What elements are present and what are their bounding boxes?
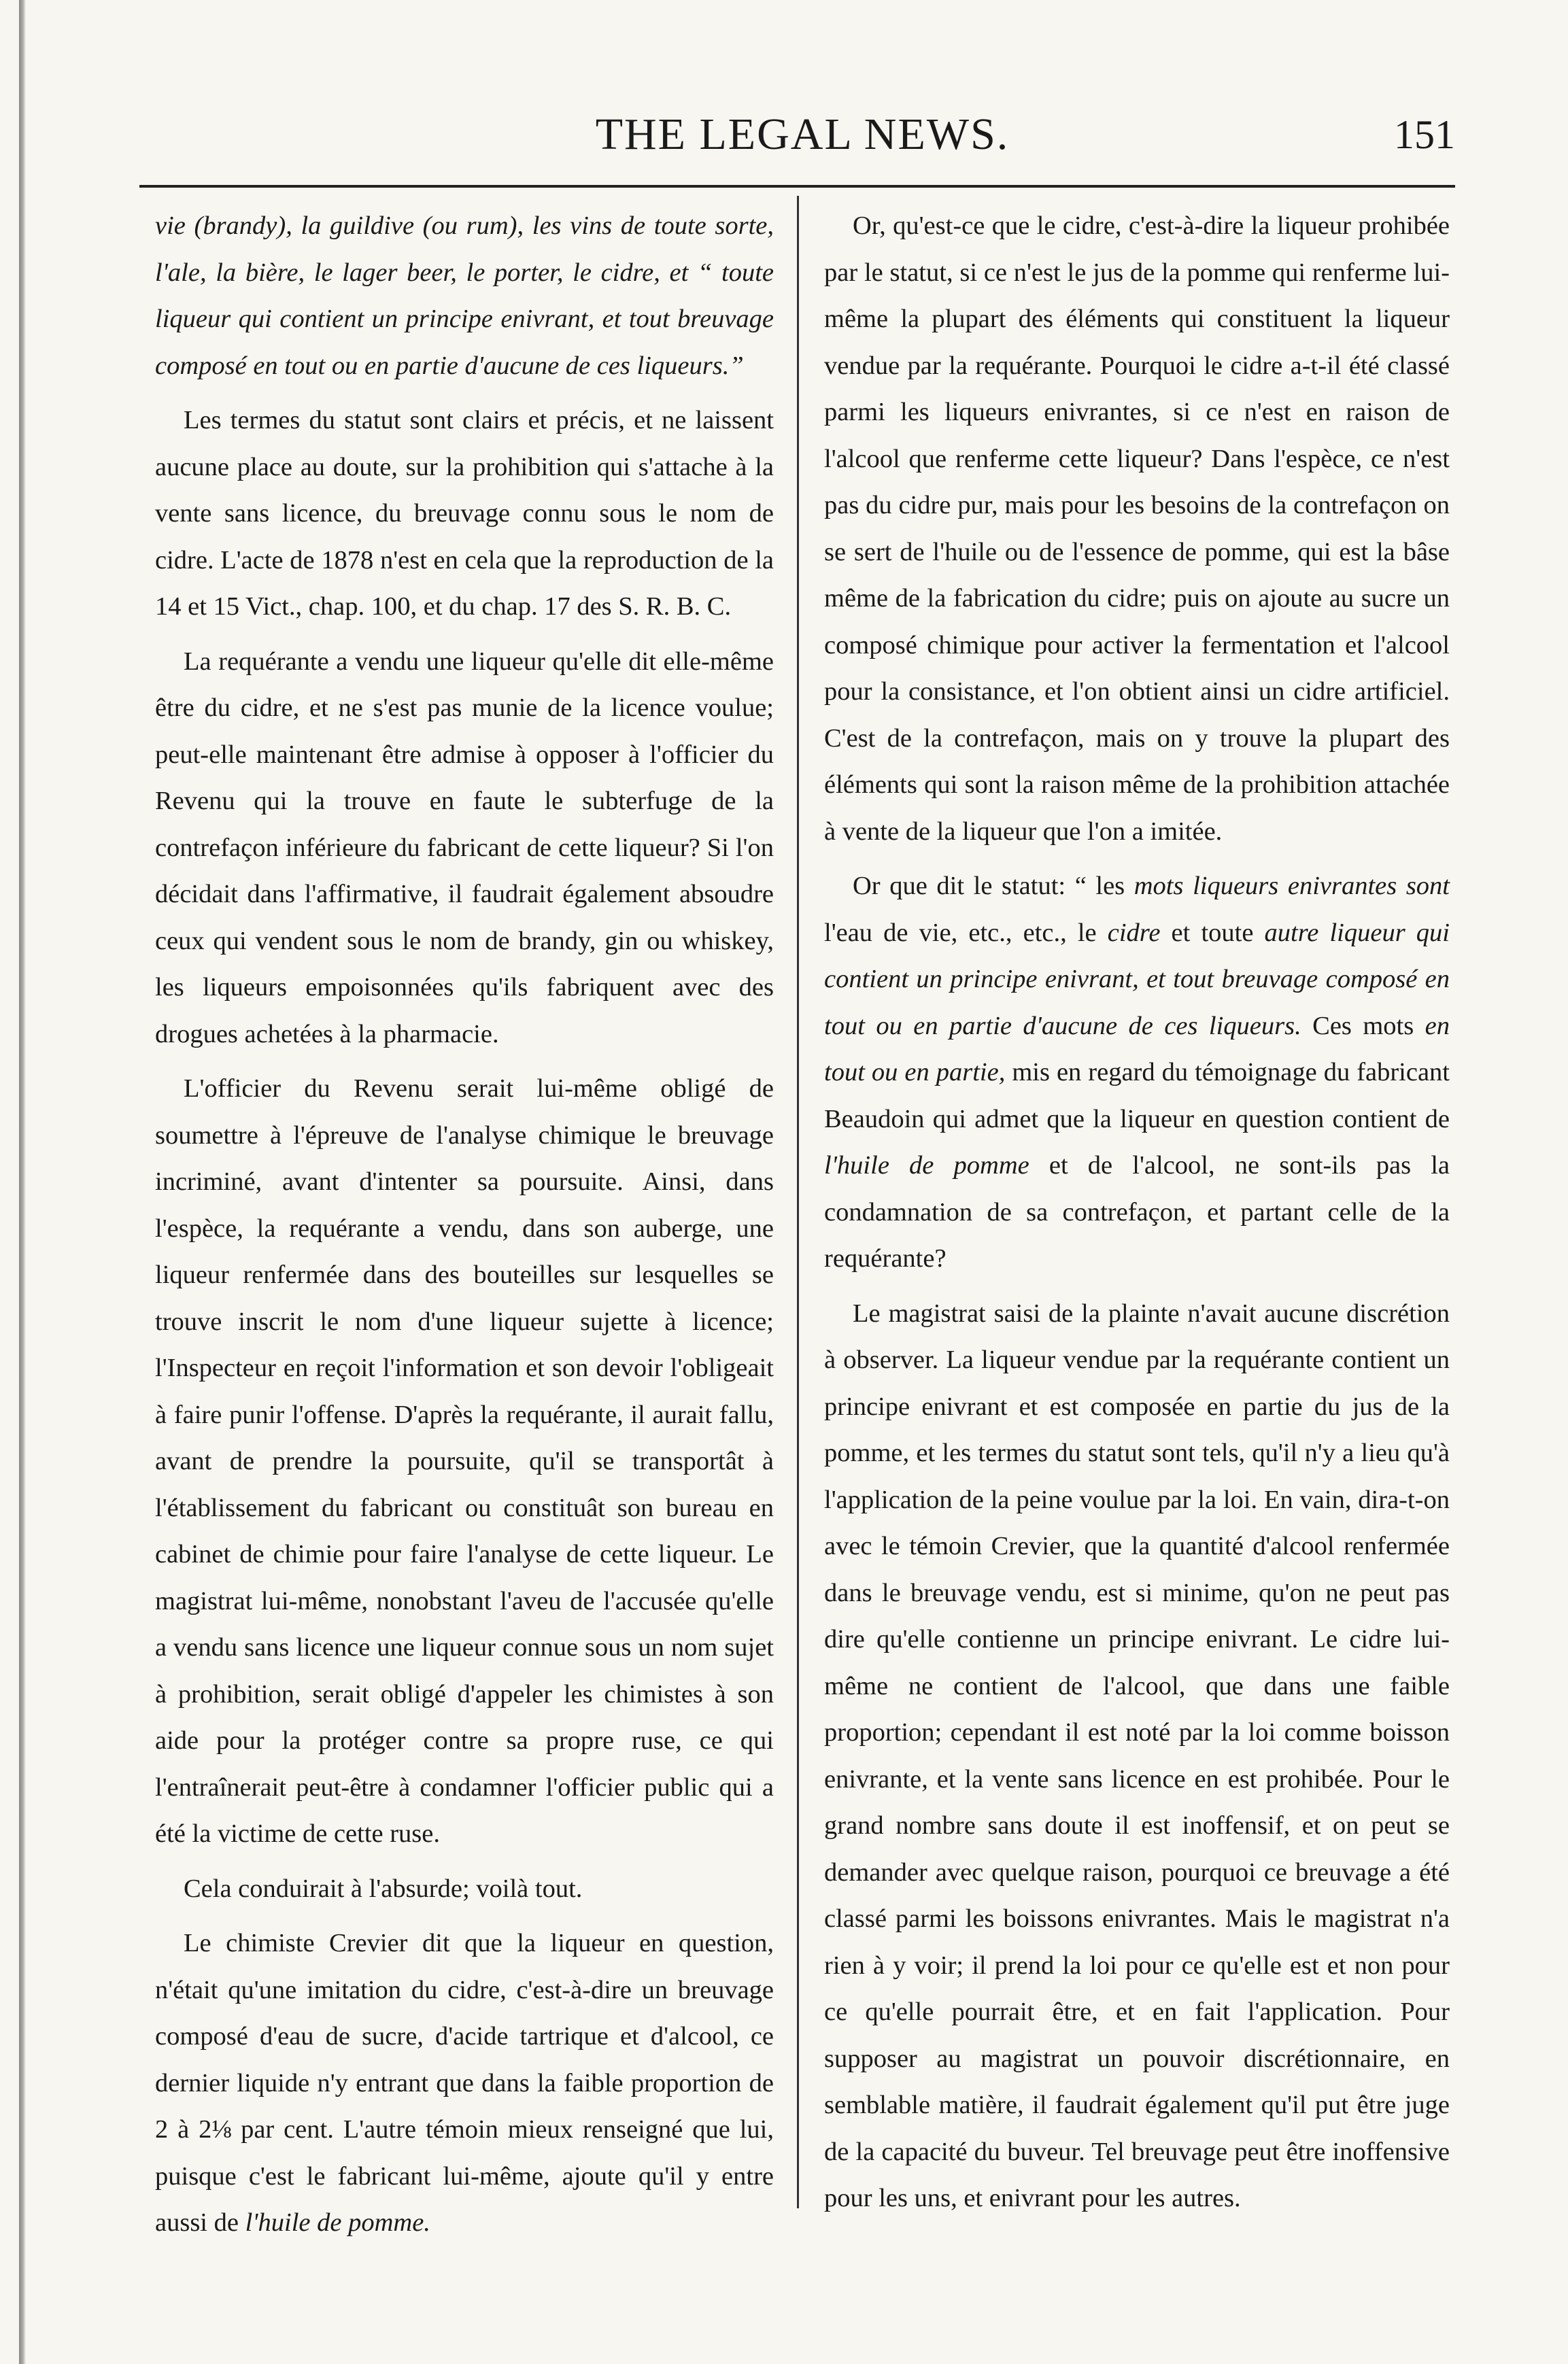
left-column [155,203,774,2255]
quoted-statute-continuation: vie (brandy), la guildive (ou rum), les vins de toute sorte, l'ale, la bière, le lager beer, le porter, le cidre, et “ toute liqueur qui contient un principe enivrant, et tout breuvage composé en tout ou en partie d'aucune de ces liqueurs.” [155,211,774,380]
text-run: Ces mots [1301,1011,1425,1040]
paragraph [155,1920,774,2246]
text-run: l'eau de vie, etc., etc., le [824,918,1108,947]
page-number: 151 [1394,112,1455,157]
paragraph: L'officier du Revenu serait lui-même obligé de soumettre à l'épreuve de l'analyse chimique le breuvage incriminé, avant d'intenter sa poursuite. Ainsi, dans l'espèce, la requérante a vendu, dans son auberge, une liqueur renfermée dans des bouteilles sur lesquelles se trouve inscrit le nom d'une liqueur sujette à licence; l'Inspecteur en reçoit l'information et son devoir l'obligeait à faire punir l'offense. D'après la requérante, il aurait fallu, avant de prendre la poursuite, qu'il se transportât à l'établissement du fabricant ou constituât son bureau en cabinet de chimie pour faire l'analyse de cette liqueur. Le magistrat lui-même, nonobstant l'aveu de l'accusée qu'elle a vendu sans licence une liqueur connue sous un nom sujet à prohibition, serait obligé d'appeler les chimistes à son aide pour la protéger contre sa propre ruse, ce qui l'entraînerait peut-être à condamner l'officier public qui a été la victime de cette ruse. [155,1074,774,1848]
paragraph: La requérante a vendu une liqueur qu'elle dit elle-même être du cidre, et ne s'est pas munie de la licence voulue; peut-elle maintenant être admise à opposer à l'officier du Revenu qui la trouve en faute le subterfuge de la contrefaçon inférieure du fabricant de cette liqueur? Si l'on décidait dans l'affirmative, il faudrait également absoudre ceux qui vendent sous le nom de brandy, gin ou whiskey, les liqueurs empoisonnées qu'ils fabriquent avec des drogues achetées à la pharmacie. [155,647,774,1048]
paragraph [824,863,1450,1282]
italic-run: autre liqueur qui contient un principe enivrant, et tout breuvage composé en tout ou en partie d'aucune de ces liqueurs. [824,918,1450,1040]
text-run: et toute [1160,918,1265,947]
page-header [150,102,1455,170]
italic-run: cidre [1107,918,1161,947]
header-rule [139,185,1455,188]
text-run: Le chimiste Crevier dit que la liqueur en question, n'était qu'une imitation du cidre, c'est-à-dire un breuvage composé d'eau de sucre, d'acide tartrique et d'alcool, ce dernier liquide n'y entrant que dans la faible proportion de 2 à 2⅛ par cent. L'autre témoin mieux renseigné que lui, puisque c'est le fabricant lui-même, ajoute qu'il y entre aussi de [155,1929,774,2237]
paragraph: Les termes du statut sont clairs et précis, et ne laissent aucune place au doute, sur la prohibition qui s'attache à la vente sans licence, du breuvage connu sous le nom de cidre. L'acte de 1878 n'est en cela que la reproduction de la 14 et 15 Vict., chap. 100, et du chap. 17 des S. R. B. C. [155,406,774,621]
italic-run: en tout ou en partie, [824,1011,1450,1086]
paragraph: Cela conduirait à l'absurde; voilà tout. [184,1874,583,1903]
text-run: Or que dit le statut: “ les [853,872,1134,900]
italic-run: l'huile de pomme. [245,2208,430,2237]
paragraph: Or, qu'est-ce que le cidre, c'est-à-dire la liqueur prohibée par le statut, si ce n'est le jus de la pomme qui renferme lui-même la plupart des éléments qui constituent la liqueur vendue par la requérante. Pourquoi le cidre a-t-il été classé parmi les liqueurs enivrantes, si ce n'est en raison de l'alcool que renferme cette liqueur? Dans l'espèce, ce n'est pas du cidre pur, mais pour les besoins de la contrefaçon on se sert de l'huile ou de l'essence de pomme, qui est la bâse même de la fabrication du cidre; puis on ajoute au sucre un composé chimique pour activer la fermentation et l'alcool pour la consistance, et l'on obtient ainsi un cidre artificiel. C'est de la contrefaçon, mais on y trouve la plupart des éléments qui sont la raison même de la prohibition attachée à vente de la liqueur que l'on a imitée. [824,211,1450,846]
binding-edge [19,0,26,2364]
paragraph: Le magistrat saisi de la plainte n'avait aucune discrétion à observer. La liqueur vendue par la requérante contient un principe enivrant et est composée en partie du jus de la pomme, et les termes du statut sont tels, qu'il n'y a lieu qu'à l'application de la peine voulue par la loi. En vain, dira-t-on avec le témoin Crevier, que la quantité d'alcool renfermée dans le breuvage vendu, est si minime, qu'on ne peut pas dire qu'elle contienne un principe enivrant. Le cidre lui-même ne contient de l'alcool, que dans une faible proportion; cependant il est noté par la loi comme boisson enivrante, et la vente sans licence en est prohibée. Pour le grand nombre sans doute il est inoffensif, et on peut se demander avec quelque raison, pourquoi ce breuvage a été classé parmi les boissons enivrantes. Mais le magistrat n'a rien à y voir; il prend la loi pour ce qu'elle est et non pour ce qu'elle pourrait être, et en fait l'application. Pour supposer au magistrat un pouvoir discrétionnaire, en semblable matière, il faudrait également qu'il put être juge de la capacité du buveur. Tel breuvage peut être inoffensive pour les uns, et enivrant pour les autres. [824,1299,1450,2212]
column-divider [797,196,799,2208]
journal-title: THE LEGAL NEWS. [595,109,1010,159]
text-run: mis en regard du témoignage du fabricant Beaudoin qui admet que la liqueur en question contient de [824,1058,1450,1133]
italic-run: l'huile de pomme [824,1151,1029,1180]
text-run: et de l'alcool, ne sont-ils pas la condamnation de sa contrefaçon, et partant celle de la requérante? [824,1151,1450,1273]
italic-run: mots liqueurs enivrantes sont [1134,872,1450,900]
right-column [824,203,1450,2230]
